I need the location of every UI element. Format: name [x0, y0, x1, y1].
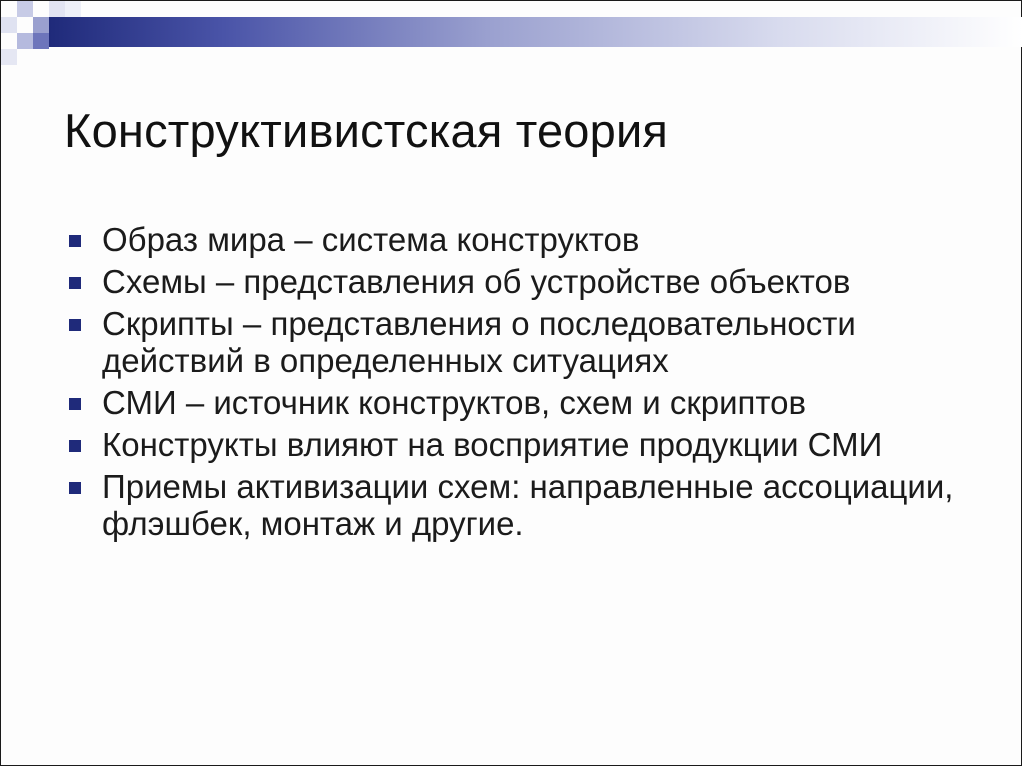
square-bullet-icon	[69, 482, 81, 494]
bullet-item	[65, 221, 995, 258]
decor-square	[65, 1, 81, 17]
bullet-item	[65, 305, 995, 379]
square-bullet-icon	[69, 277, 81, 289]
bullet-item	[65, 263, 995, 300]
bullet-text: Образ мира – система конструктов	[102, 221, 640, 258]
bullet-text: Скрипты – представления о последовательности действий в определенных ситуациях	[102, 305, 856, 379]
bullet-text: СМИ – источник конструктов, схем и скриптов	[102, 384, 807, 421]
decor-square	[33, 33, 49, 49]
header-gradient-band	[49, 17, 1023, 47]
bullet-item	[65, 384, 995, 421]
bullet-text: Конструкты влияют на восприятие продукции СМИ	[102, 426, 883, 463]
decor-square	[1, 17, 17, 33]
square-bullet-icon	[69, 235, 81, 247]
decor-square	[1, 49, 17, 65]
bullet-list	[65, 221, 995, 547]
decor-square	[33, 17, 49, 33]
decor-square	[17, 1, 33, 17]
square-bullet-icon	[69, 440, 81, 452]
bullet-text: Приемы активизации схем: направленные ассоциации, флэшбек, монтаж и другие.	[102, 468, 954, 542]
square-bullet-icon	[69, 319, 81, 331]
square-bullet-icon	[69, 398, 81, 410]
decor-square	[49, 1, 65, 17]
slide-title: Конструктивистская теория	[64, 104, 669, 157]
bullet-text: Схемы – представления об устройстве объектов	[102, 263, 851, 300]
decor-square	[17, 33, 33, 49]
bullet-item	[65, 426, 995, 463]
bullet-item	[65, 468, 995, 542]
